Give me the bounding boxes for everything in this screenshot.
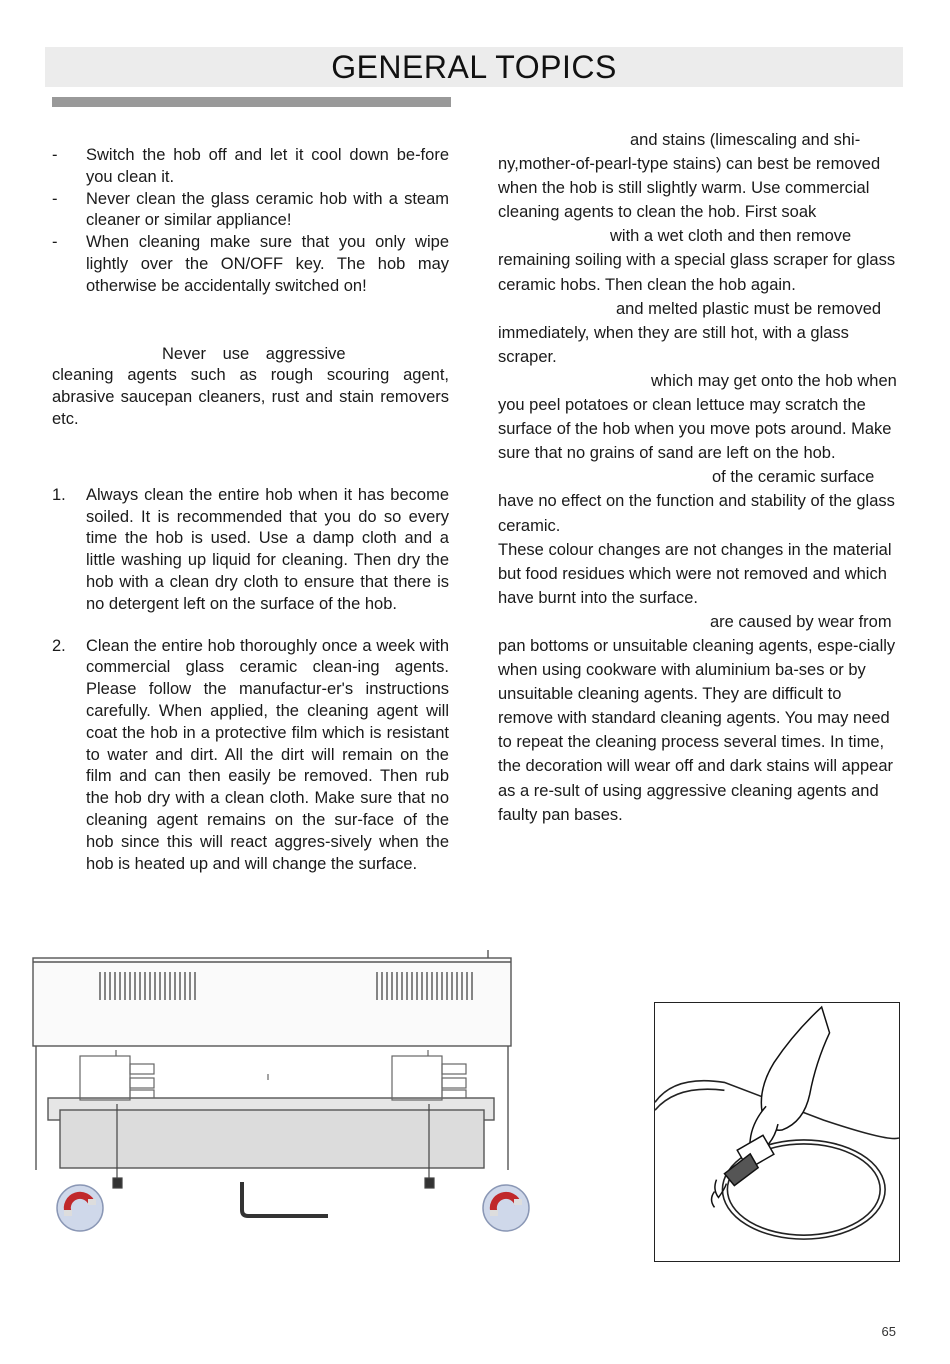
page-title: GENERAL TOPICS (331, 49, 617, 85)
paragraph-wear: are caused by wear from pan bottoms or unsuitable cleaning agents, espe-cially when using cookware with aluminium ba-ses or by unsuitable cleaning agents. They are difficult to remove with standard cleaning agents. You may need to repeat the cleaning process several times. In time, the decoration will wear off and dark stains will appear as a re-sult of using aggressive cleaning agents and faulty pan bases. (498, 612, 896, 824)
bullet-item: - When cleaning make sure that you only wipe lightly over the ON/OFF key. The hob may otherwise be accidentally switched on! (52, 233, 449, 295)
screw-left (113, 1178, 122, 1188)
bullet-item: - Switch the hob off and let it cool down be-fore you clean it. (52, 146, 449, 186)
hob-top-panel (33, 958, 511, 1046)
bullet-item: - Never clean the glass ceramic hob with a steam cleaner or similar appliance! (52, 189, 449, 230)
paragraph-sand: which may get onto the hob when you peel potatoes or clean lettuce may scratch the surface of the hob when you move pots around. Make sure that no grains of sand are left on the hob. (498, 371, 897, 463)
hex-key-icon (242, 1182, 328, 1216)
warning-lead: Never use aggressive (162, 344, 346, 363)
warning-paragraph (52, 344, 449, 431)
hob-body (60, 1110, 484, 1168)
right-column (498, 128, 898, 827)
magnet-icon (57, 1185, 103, 1231)
page-number: 65 (881, 1324, 896, 1339)
scraper-illustration (654, 1002, 900, 1262)
paragraph-stains: and stains (limescaling and shi-ny,mother-of-pearl-type stains) can best be removed when the hob is still slightly warm. Use commercial cleaning agents to clean the hob. First soak with a wet cloth and then remove remaining soiling with a special glass scraper for glass ceramic hobs. Then clean the hob again. (498, 131, 896, 294)
paragraph-plastic: and melted plastic must be removed immediately, when they are still hot, with a glass scraper. (498, 299, 882, 366)
screw-right (425, 1178, 434, 1188)
hand-with-scraper-icon (712, 1007, 830, 1207)
section-rule (52, 97, 451, 107)
title-band (45, 47, 903, 87)
left-column (52, 145, 449, 875)
magnet-icon (483, 1185, 529, 1231)
hob-removal-illustration (28, 950, 548, 1240)
paragraph-colour: of the ceramic surface have no effect on the function and stability of the glass ceramic. These colour changes are not changes in the material but food residues which were not removed and which have burnt into the surface. (498, 468, 895, 607)
warning-rest: cleaning agents such as rough scouring agent, abrasive saucepan cleaners, rust and stain removers etc. (52, 366, 449, 428)
step-item: 2. Clean the entire hob thoroughly once a week with commercial glass ceramic clean-ing agents. Please follow the manufactur-er's instructions carefully. When applied, the cleaning agent will coat the hob in a protective film which is resistant to water and dirt. All the dirt will remain on the film and can then easily be removed. Then rub the hob dry with a clean cloth. Make sure that no cleaning agent remains on the sur-face of the hob since this will react aggres-sively when the hob is heated up and will change the surface. (52, 636, 449, 873)
step-item: 1. Always clean the entire hob when it has become soiled. It is recommended that you do so every time the hob is used. Use a damp cloth and a little washing up liquid for cleaning. Then dry the hob with a clean dry cloth to ensure that there is no detergent left on the surface of the hob. (52, 485, 449, 613)
